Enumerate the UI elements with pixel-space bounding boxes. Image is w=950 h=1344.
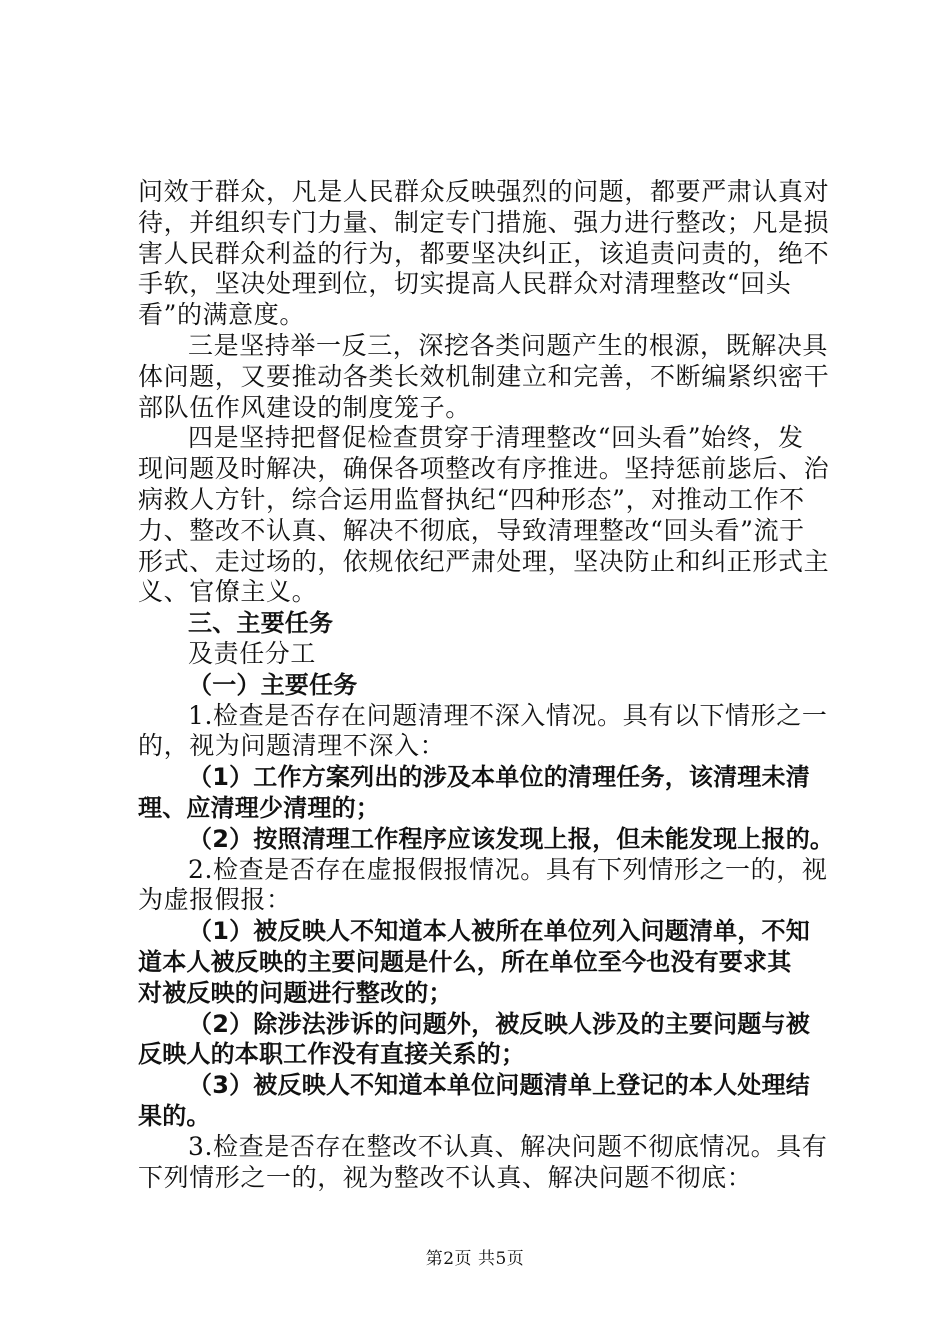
text-line: 1.检查是否存在问题清理不深入情况。具有以下情形之一 [188,700,828,730]
subsection-heading: （一）主要任务 [188,670,358,699]
text-line: 部队伍作风建设的制度笼子。 [138,392,471,422]
text-line: 问效于群众，凡是人民群众反映强烈的问题，都要严肃认真对 [138,177,830,206]
document-body [138,177,838,1193]
list-item: 道本人被反映的主要问题是什么，所在单位至今也没有要求其 [138,947,792,976]
page-number-footer: 第2页 共5页 [425,1249,525,1269]
text-line: 现问题及时解决，确保各项整改有序推进。坚持惩前毖后、治 [138,454,830,484]
text-line: 手软，坚决处理到位，切实提高人民群众对清理整改“回头 [138,269,792,299]
text-line: 形式、走过场的，依规依纪严肃处理，坚决防止和纠正形式主 [138,546,830,576]
text-line: 的，视为问题清理不深入： [138,731,446,761]
text-line: 为虚报假报： [138,885,292,915]
text-line: 3.检查是否存在整改不认真、解决问题不彻底情况。具有 [188,1131,828,1161]
text-line: 2.检查是否存在虚报假报情况。具有下列情形之一的，视 [188,854,828,884]
text-line: 及责任分工 [188,638,317,668]
text-line: 害人民群众利益的行为，都要坚决纠正，该追责问责的，绝不 [138,238,830,268]
list-item: （2）按照清理工作程序应该发现上报，但未能发现上报的。 [188,824,835,853]
text-line: 待，并组织专门力量、制定专门措施、强力进行整改；凡是损 [138,207,830,237]
text-line: 义、官僚主义。 [138,577,318,607]
text-line: 下列情形之一的，视为整改不认真、解决问题不彻底： [138,1162,753,1192]
list-item: （1）被反映人不知道本人被所在单位列入问题清单，不知 [188,917,810,946]
list-item: （2）除涉法涉诉的问题外，被反映人涉及的主要问题与被 [188,1009,810,1038]
text-line: 体问题，又要推动各类长效机制建立和完善，不断编紧织密干 [138,361,830,391]
list-item: （3）被反映人不知道本单位问题清单上登记的本人处理结 [188,1071,810,1100]
text-line: 三是坚持举一反三，深挖各类问题产生的根源，既解决具 [188,330,829,360]
section-heading: 三、主要任务 [188,609,334,638]
text-line: 四是坚持把督促检查贯穿于清理整改“回头看”始终，发 [188,423,804,453]
list-item: 对被反映的问题进行整改的； [138,978,453,1007]
list-item: 反映人的本职工作没有直接关系的； [138,1040,526,1069]
list-item: （1）工作方案列出的涉及本单位的清理任务，该清理未清 [188,763,810,792]
list-item: 果的。 [138,1101,211,1130]
list-item: 理、应清理少清理的； [138,793,380,822]
text-line: 看”的满意度。 [138,300,305,330]
text-line: 力、整改不认真、解决不彻底，导致清理整改“回头看”流于 [138,515,805,545]
text-line: 病救人方针，综合运用监督执纪“四种形态”，对推动工作不 [138,484,805,514]
